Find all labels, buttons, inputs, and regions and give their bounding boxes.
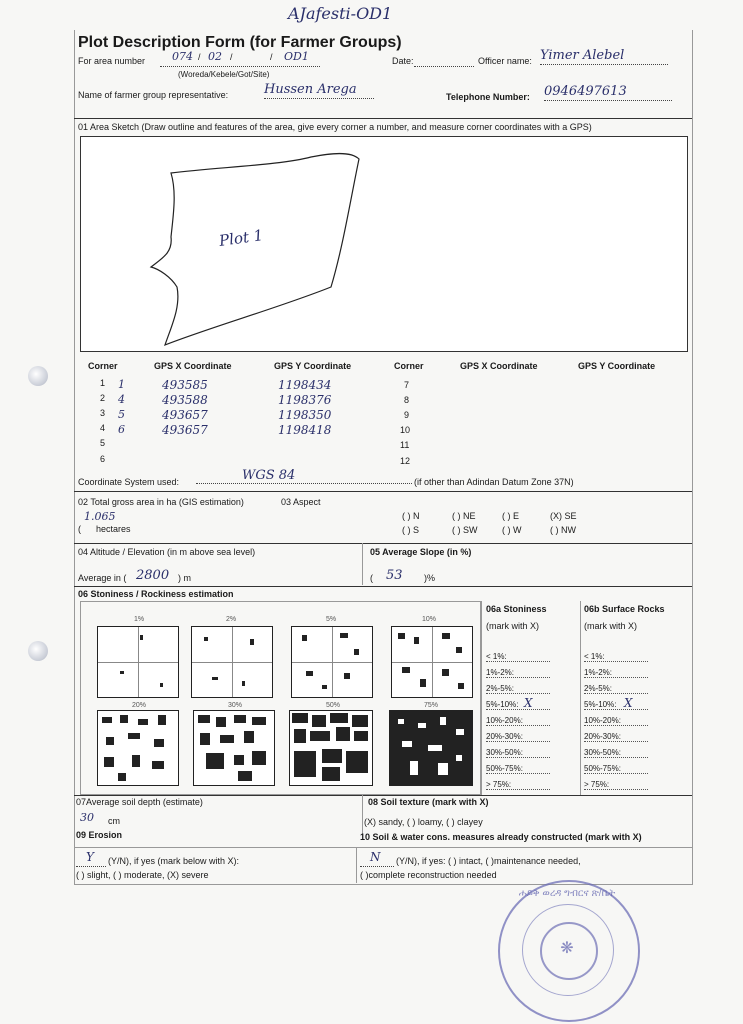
header-gps-x-right: GPS X Coordinate [460,361,538,371]
list-item[interactable]: 2%-5%: [486,684,550,694]
erosion-question: (Y/N), if yes (mark below with X): [108,856,240,866]
list-item: 10 [400,425,411,435]
altitude-suffix: ) m [178,573,191,583]
table-row: 6 [100,454,106,464]
date-field[interactable] [414,54,474,67]
list-item[interactable]: > 75%: [584,780,648,790]
list-item[interactable]: 1%-2%: [584,668,648,678]
altitude-prefix: Average in ( [78,573,127,583]
stoniness-col-a-hint: (mark with X) [486,621,540,631]
gross-area-value[interactable]: 1.065 [84,510,116,523]
aspect-option-sw[interactable]: ( ) SW [452,525,478,535]
swc-value-field[interactable]: N [360,852,394,867]
coordinate-system-note: (if other than Adindan Datum Zone 37N) [414,477,574,487]
aspect-option-n[interactable]: ( ) N [402,511,420,521]
gps-y-cell[interactable]: 1198418 [278,423,332,437]
coordinate-rows-left [80,378,380,466]
table-row: 1 1 493585 1198434 [100,378,332,392]
slope-suffix: )% [424,573,435,583]
list-item: 12 [400,456,411,466]
gps-x-cell[interactable]: 493657 [162,408,208,422]
altitude-label: 04 Altitude / Elevation (in m above sea level) [78,547,256,557]
list-item[interactable]: < 1%: [584,652,648,662]
gps-x-cell[interactable]: 493588 [162,393,208,407]
header-gps-x-left: GPS X Coordinate [154,361,232,371]
erosion-label: 09 Erosion [76,830,123,840]
stone-sample-1pct [97,626,179,698]
stoniness-col-b-title: 06b Surface Rocks [584,604,665,614]
table-row: 2 4 493588 1198376 [100,393,332,407]
table-row: 5 [100,438,106,448]
stone-sample-5pct [291,626,373,698]
coordinate-rows-right [396,380,686,470]
list-item: 9 [404,410,410,420]
list-item[interactable]: 1%-2%: [486,668,550,678]
header-corner-right: Corner [394,361,424,371]
telephone-label: Telephone Number: [446,92,530,102]
area-number-sublabel: (Woreda/Kebele/Got/Site) [178,70,270,79]
erosion-options[interactable]: ( ) slight, ( ) moderate, (X) severe [76,870,209,880]
list-item: 7 [404,380,410,390]
gps-y-cell[interactable]: 1198434 [278,378,332,392]
header-corner-left: Corner [88,361,118,371]
table-row: 4 6 493657 1198418 [100,423,332,437]
list-item[interactable]: 2%-5%: [584,684,648,694]
aspect-option-e[interactable]: ( ) E [502,511,519,521]
soil-texture-label: 08 Soil texture (mark with X) [368,797,489,807]
stoniness-b-mark: X [624,696,633,710]
aspect-option-ne[interactable]: ( ) NE [452,511,476,521]
header-gps-y-left: GPS Y Coordinate [274,361,352,371]
official-stamp [498,880,640,1022]
gps-y-cell[interactable]: 1198376 [278,393,332,407]
stoniness-heading: 06 Stoniness / Rockiness estimation [78,589,234,599]
aspect-option-nw[interactable]: ( ) NW [550,525,576,535]
list-item[interactable]: 20%-30%: [486,732,550,742]
list-item: 11 [400,440,410,450]
coordinate-system-label: Coordinate System used: [78,477,180,487]
soil-depth-label: 07Average soil depth (estimate) [76,797,203,807]
list-item[interactable]: 50%-75%: [486,764,550,774]
area-number-field[interactable]: 074 / 02 / / OD1 [160,52,320,67]
aspect-option-s[interactable]: ( ) S [402,525,419,535]
aspect-label: 03 Aspect [281,497,321,507]
date-label: Date: [392,56,414,66]
plot-label: Plot 1 [217,226,265,250]
erosion-value-field[interactable]: Y [76,852,106,867]
stoniness-samples: 1% 2% 5% 10% 20% 30% 50% 75% [80,601,482,795]
stone-sample-50pct [289,710,373,786]
representative-label: Name of farmer group representative: [78,90,229,100]
list-item[interactable]: 10%-20%: [584,716,648,726]
emblem-icon: ❋ [560,940,574,957]
plot-outline-sketch [81,137,687,351]
stoniness-col-a-title: 06a Stoniness [486,604,547,614]
list-item[interactable]: 5%-10%: [584,700,648,710]
list-item[interactable]: 30%-50%: [486,748,550,758]
area-number-label: For area number [78,56,146,66]
stone-sample-20pct [97,710,179,786]
stoniness-col-b-hint: (mark with X) [584,621,638,631]
stone-sample-10pct [391,626,473,698]
sketch-heading: 01 Area Sketch (Draw outline and features of the area, give every corner a number, and measure corner coordinates with a GPS) [78,122,592,132]
gross-area-unit: hectares [96,524,131,534]
altitude-value[interactable]: 2800 [136,568,170,583]
stone-sample-75pct [389,710,473,786]
gross-area-label: 02 Total gross area in ha (GIS estimation) [78,497,244,507]
gps-x-cell[interactable]: 493585 [162,378,208,392]
stoniness-class-list-b [584,652,674,792]
aspect-option-w[interactable]: ( ) W [502,525,522,535]
list-item[interactable]: 5%-10%: [486,700,550,710]
gps-y-cell[interactable]: 1198350 [278,408,332,422]
stamp-text: ሐይቅ ወረዳ ግብርና ጽ/ቤት [518,888,616,899]
stoniness-a-mark: X [524,696,533,710]
representative-field[interactable]: Hussen Arega [264,82,374,99]
list-item[interactable]: > 75%: [486,780,550,790]
list-item[interactable]: 30%-50%: [584,748,648,758]
aspect-option-se[interactable]: (X) SE [550,511,577,521]
stoniness-class-list-a [486,652,576,792]
swc-label: 10 Soil & water cons. measures already constructed (mark with X) [360,832,642,842]
header-gps-y-right: GPS Y Coordinate [578,361,656,371]
form-title: Plot Description Form (for Farmer Groups) [78,34,402,51]
slope-value[interactable]: 53 [386,568,403,583]
top-handwritten-note: AJafesti-OD1 [288,4,393,23]
swc-line-1[interactable]: (Y/N), if yes: ( ) intact, ( )maintenance needed, [396,856,581,866]
officer-label: Officer name: [478,56,532,66]
coordinate-system-field[interactable]: WGS 84 [196,468,412,484]
soil-depth-value[interactable]: 30 [80,811,94,824]
telephone-field[interactable]: 0946497613 [544,84,672,101]
list-item[interactable]: 10%-20%: [486,716,550,726]
list-item: 8 [404,395,410,405]
slope-label: 05 Average Slope (in %) [370,547,472,557]
stone-sample-2pct [191,626,273,698]
soil-texture-options[interactable]: (X) sandy, ( ) loamy, ( ) clayey [364,817,483,827]
soil-depth-unit: cm [108,816,120,826]
punch-hole-icon [28,641,48,661]
sketch-area[interactable] [80,136,688,352]
stone-sample-30pct [193,710,275,786]
swc-line-2[interactable]: ( )complete reconstruction needed [360,870,497,880]
officer-name-field[interactable]: Yimer Alebel [540,48,668,65]
list-item[interactable]: < 1%: [486,652,550,662]
list-item[interactable]: 20%-30%: [584,732,648,742]
gps-x-cell[interactable]: 493657 [162,423,208,437]
table-row: 3 5 493657 1198350 [100,408,332,422]
list-item[interactable]: 50%-75%: [584,764,648,774]
punch-hole-icon [28,366,48,386]
